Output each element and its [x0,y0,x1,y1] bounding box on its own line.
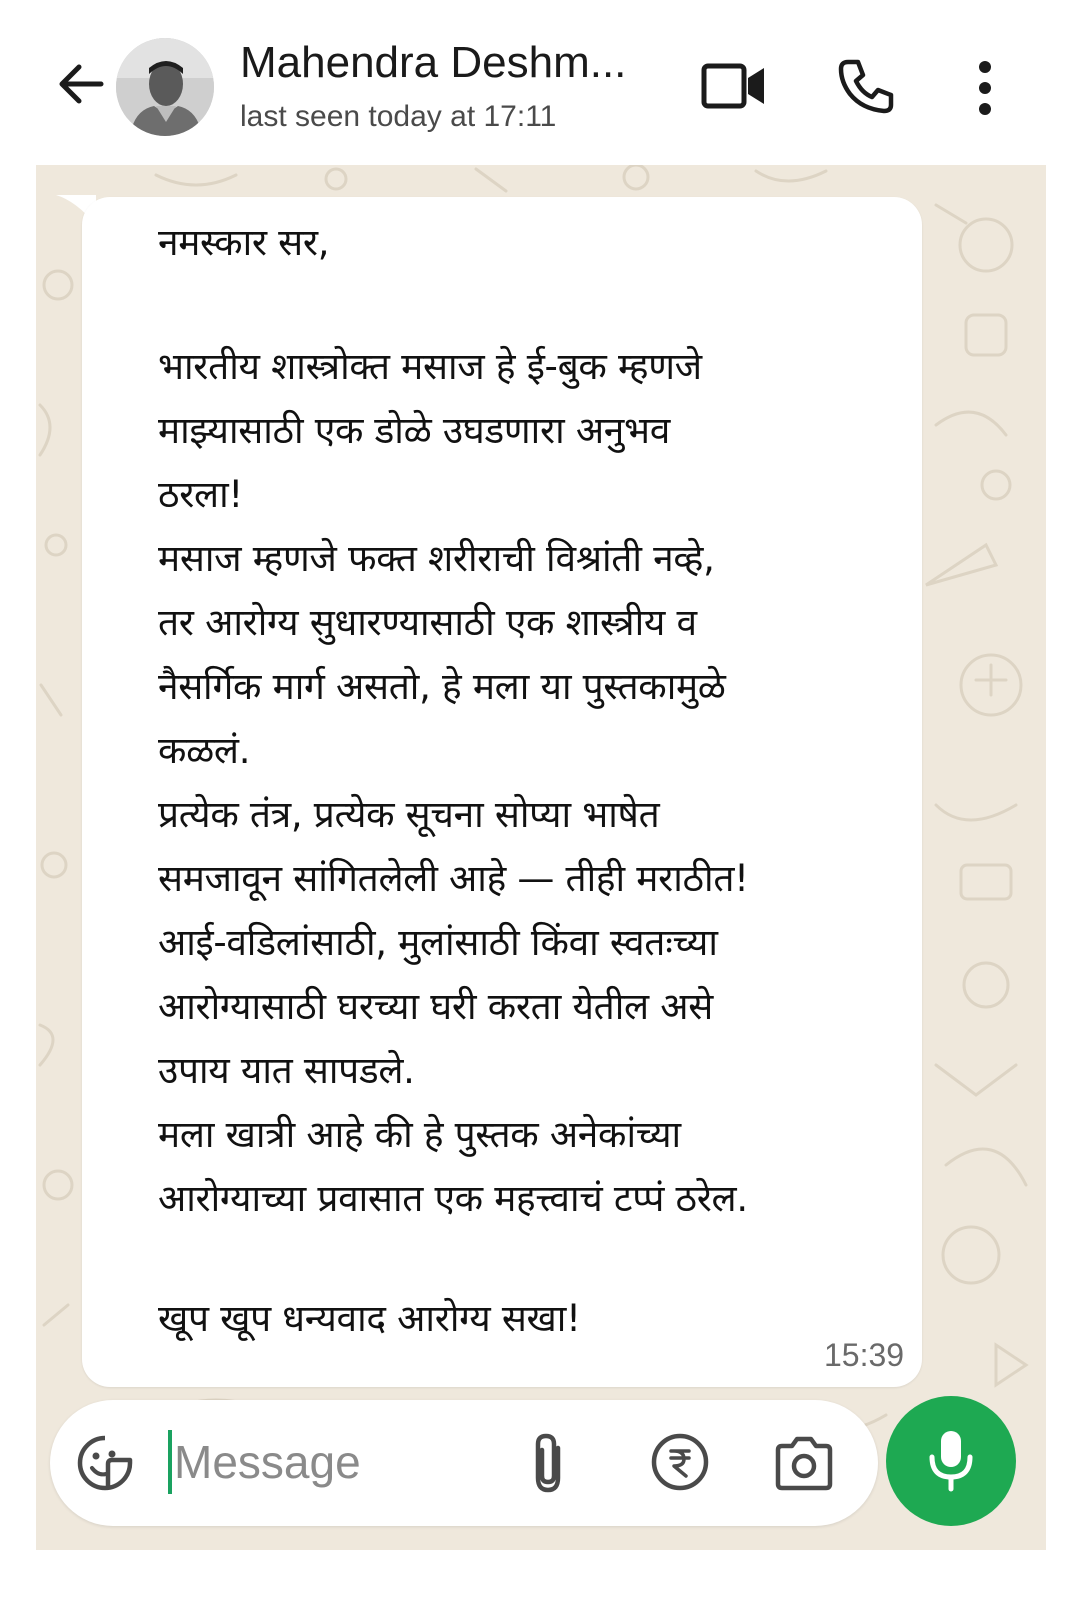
message-line: मला खात्री आहे की हे पुस्तक अनेकांच्या [158,1113,681,1156]
camera-icon[interactable] [772,1434,836,1492]
avatar[interactable] [116,38,214,136]
more-options-icon[interactable] [972,58,998,118]
message-line: कळलं. [158,729,251,772]
message-line: समजावून सांगितलेली आहे — तीही मराठीत! [158,857,749,900]
voice-message-button[interactable] [886,1396,1016,1526]
contact-name[interactable]: Mahendra Deshm... [240,38,627,87]
message-composer [50,1400,878,1526]
message-line: आरोग्याच्या प्रवासात एक महत्त्वाचं टप्पं ठरेल. [158,1177,748,1220]
message-line: ठरला! [158,473,243,516]
emoji-sticker-icon[interactable] [76,1434,134,1492]
mic-icon [927,1429,975,1493]
incoming-message-bubble[interactable] [82,197,922,1387]
message-line: नमस्कार सर, [158,221,330,264]
message-line: उपाय यात सापडले. [158,1049,415,1092]
message-line: भारतीय शास्त्रोक्त मसाज हे ई-बुक म्हणजे [158,345,702,388]
message-line: नैसर्गिक मार्ग असतो, हे मला या पुस्तकामुळे [158,665,726,708]
message-line: माझ्यासाठी एक डोळे उघडणारा अनुभव [158,409,671,452]
video-call-icon[interactable] [700,58,770,114]
message-line: प्रत्येक तंत्र, प्रत्येक सूचना सोप्या भाषेत [158,793,660,836]
message-line: खूप खूप धन्यवाद आरोग्य सखा! [158,1297,581,1340]
text-caret [168,1430,172,1494]
message-line: मसाज म्हणजे फक्त शरीराची विश्रांती नव्हे, [158,537,715,580]
attach-icon[interactable] [528,1430,568,1496]
message-input[interactable] [174,1426,504,1498]
message-timestamp: 15:39 [824,1337,905,1373]
back-arrow-icon[interactable] [55,58,107,110]
phone-call-icon[interactable] [836,56,896,116]
message-line: तर आरोग्य सुधारण्यासाठी एक शास्त्रीय व [158,601,697,644]
message-line: आई-वडिलांसाठी, मुलांसाठी किंवा स्वतःच्या [158,921,718,964]
rupee-payment-icon[interactable] [650,1432,710,1492]
last-seen-status: last seen today at 17:11 [240,100,557,133]
message-line: आरोग्यासाठी घरच्या घरी करता येतील असे [158,985,713,1028]
chat-area[interactable] [36,165,1046,1550]
chat-header [0,0,1080,165]
